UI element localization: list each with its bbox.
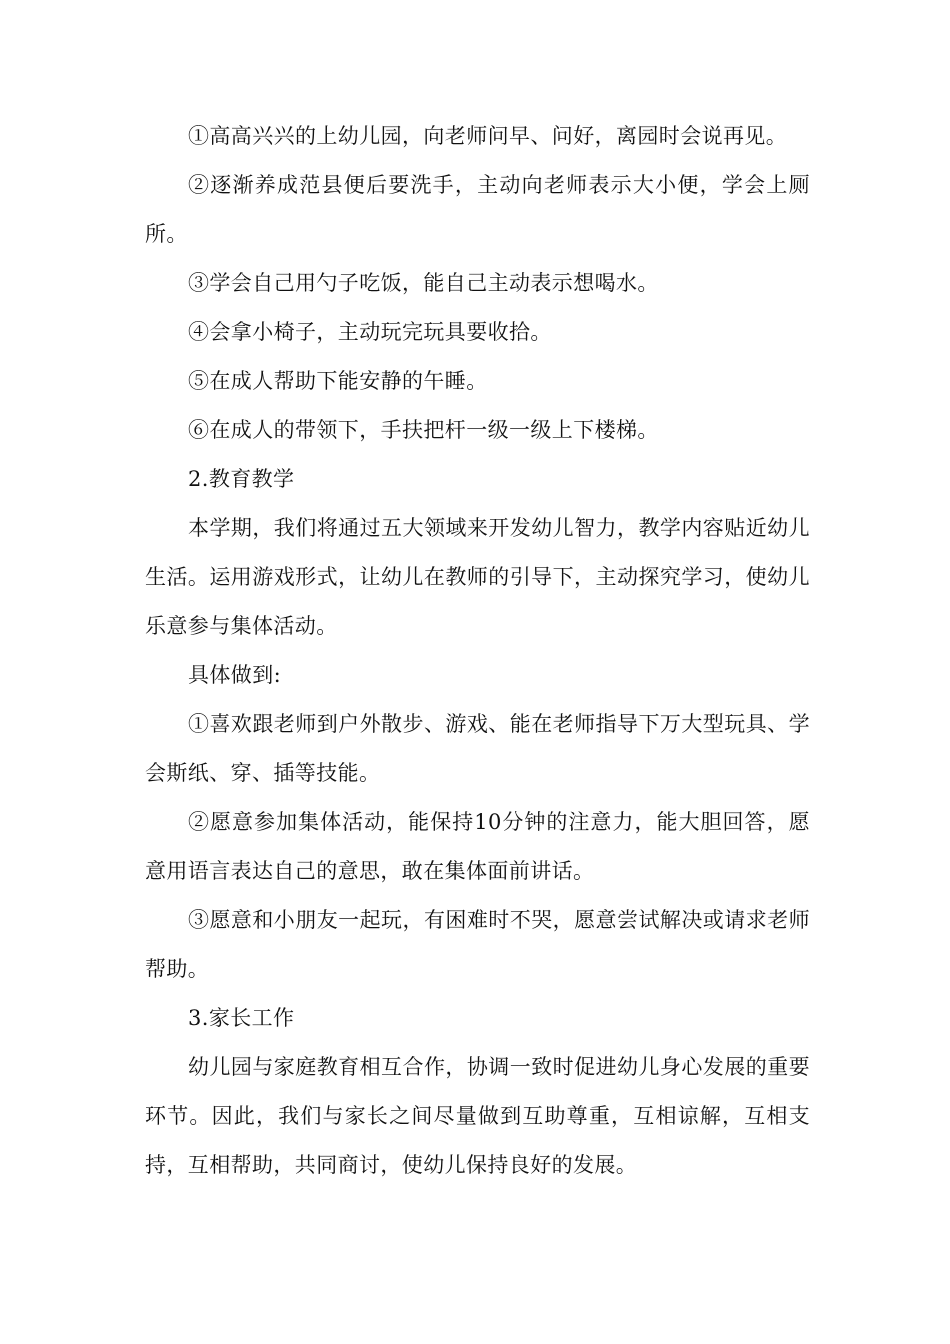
paragraph-specifics-label: 具体做到: — [188, 663, 282, 687]
paragraph-parents-work: 幼儿园与家庭教育相互合作，协调一致时促进幼儿身心发展的重要环节。因此，我们与家长之间尽量做到互助尊重，互相谅解，互相支持，互相帮助，共同商讨，使幼儿保持良好的发展。 — [145, 1055, 810, 1177]
list-item-stairs: ⑥在成人的带领下，手扶把杆一级一级上下楼梯。 — [188, 418, 659, 442]
list-item-arrive-greet: ①高高兴兴的上幼儿园，向老师问早、问好，离园时会说再见。 — [188, 124, 788, 148]
section-heading-education: 2.教育教学 — [188, 467, 295, 491]
document-body — [145, 112, 810, 1190]
list-item-outdoor: ①喜欢跟老师到户外散步、游戏、能在老师指导下万大型玩具、学会斯纸、穿、插等技能。 — [145, 712, 810, 785]
list-item-nap: ⑤在成人帮助下能安静的午睡。 — [188, 369, 488, 393]
list-item-group-activity: ②愿意参加集体活动，能保持10分钟的注意力，能大胆回答，愿意用语言表达自己的意思，敢在集体面前讲话。 — [145, 810, 810, 883]
list-item-chair-toys: ④会拿小椅子，主动玩完玩具要收拾。 — [188, 320, 552, 344]
section-heading-parents: 3.家长工作 — [188, 1006, 295, 1030]
paragraph-education-intro: 本学期，我们将通过五大领域来开发幼儿智力，教学内容贴近幼儿生活。运用游戏形式，让幼儿在教师的引导下，主动探究学习，使幼儿乐意参与集体活动。 — [145, 516, 810, 638]
list-item-spoon-water: ③学会自己用勺子吃饭，能自己主动表示想喝水。 — [188, 271, 659, 295]
list-item-wash-hands: ②逐渐养成范县便后要洗手，主动向老师表示大小便，学会上厕所。 — [145, 173, 810, 246]
list-item-play-friends: ③愿意和小朋友一起玩，有困难时不哭，愿意尝试解决或请求老师帮助。 — [145, 908, 810, 981]
